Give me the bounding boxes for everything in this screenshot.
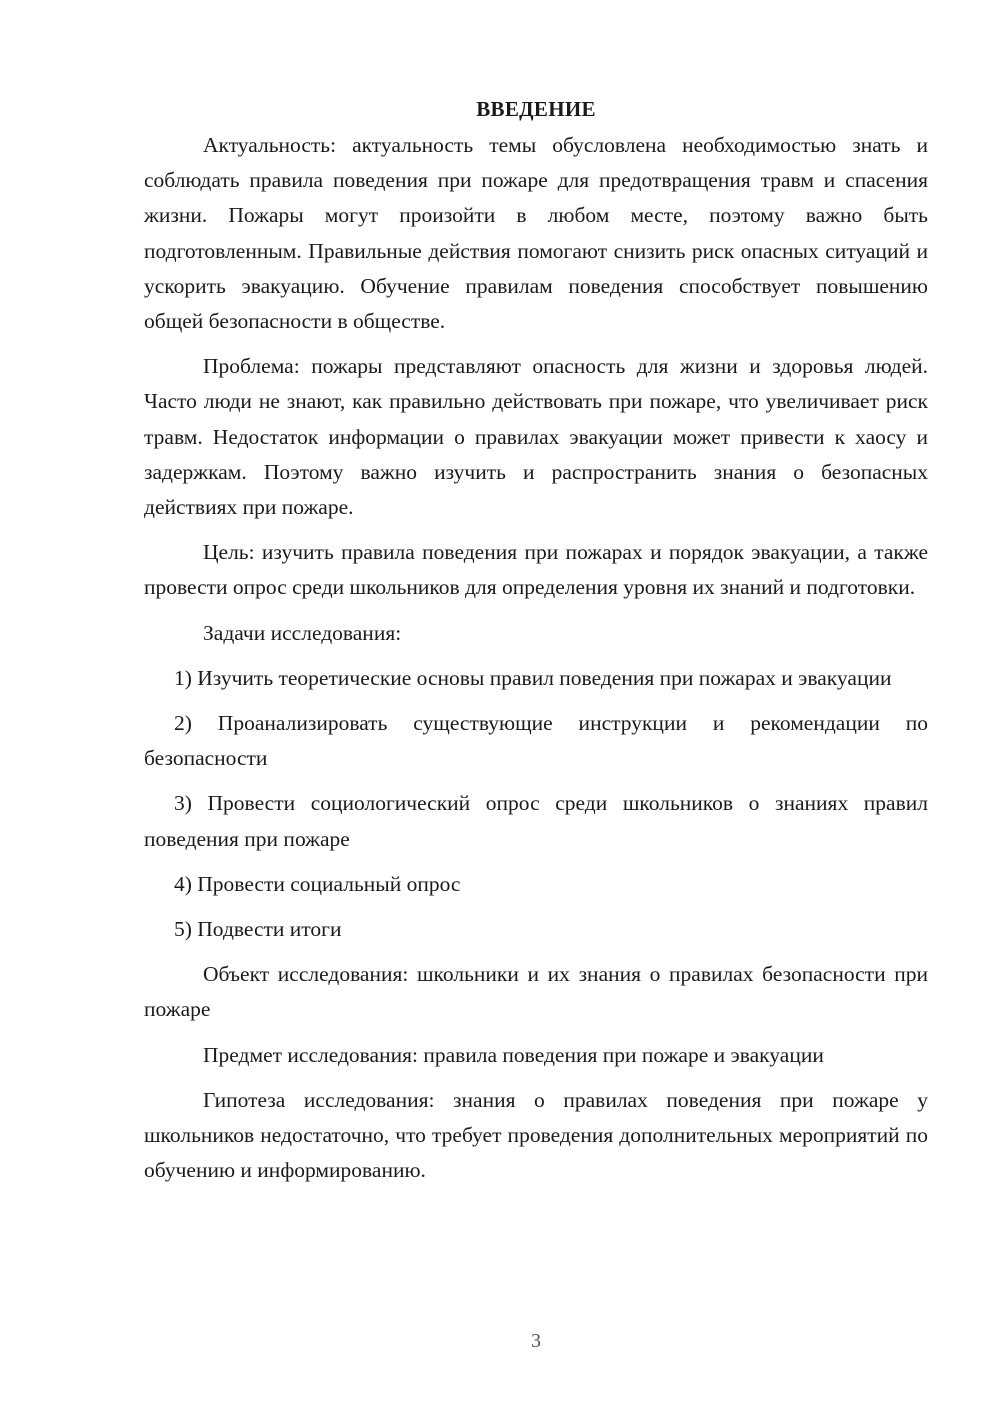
problem-paragraph: Проблема: пожары представляют опасность для жизни и здоровья людей. Часто люди не знают, как правильно действовать при пожаре, что увеличивает риск травм. Недостаток информации о правилах эвакуации может привести к хаосу и задержкам. Поэтому важно изучить и распространить знания о безопасных действиях при пожаре. xyxy=(144,354,928,520)
task-item-1: 1) Изучить теоретические основы правил поведения при пожарах и эвакуации xyxy=(174,665,892,690)
relevance-paragraph: Актуальность: актуальность темы обусловлена необходимостью знать и соблюдать правила поведения при пожаре для предотвращения травм и спасения жизни. Пожары могут произойти в любом месте, поэтому важно быть подготовленным. Правильные действия помогают снизить риск опасных ситуаций и ускорить эвакуацию. Обучение правилам поведения способствует повышению общей безопасности в обществе. xyxy=(144,133,928,334)
hypothesis-paragraph: Гипотеза исследования: знания о правилах поведения при пожаре у школьников недостаточно, что требует проведения дополнительных мероприятий по обучению и информированию. xyxy=(144,1087,928,1183)
subject-paragraph: Предмет исследования: правила поведения при пожаре и эвакуации xyxy=(203,1042,824,1067)
page-number: 3 xyxy=(531,1330,541,1352)
task-item-2: 2) Проанализировать существующие инструкции и рекомендации по безопасности xyxy=(144,711,928,771)
task-item-4: 4) Провести социальный опрос xyxy=(174,871,461,896)
task-item-5: 5) Подвести итоги xyxy=(174,917,342,942)
object-paragraph: Объект исследования: школьники и их знания о правилах безопасности при пожаре xyxy=(144,962,928,1022)
document-page xyxy=(144,92,928,1198)
section-heading: ВВЕДЕНИЕ xyxy=(476,97,596,121)
goal-paragraph: Цель: изучить правила поведения при пожарах и порядок эвакуации, а также провести опрос среди школьников для определения уровня их знаний и подготовки. xyxy=(144,540,928,600)
task-item-3: 3) Провести социологический опрос среди школьников о знаниях правил поведения при пожаре xyxy=(144,791,928,851)
tasks-title: Задачи исследования: xyxy=(203,620,402,645)
